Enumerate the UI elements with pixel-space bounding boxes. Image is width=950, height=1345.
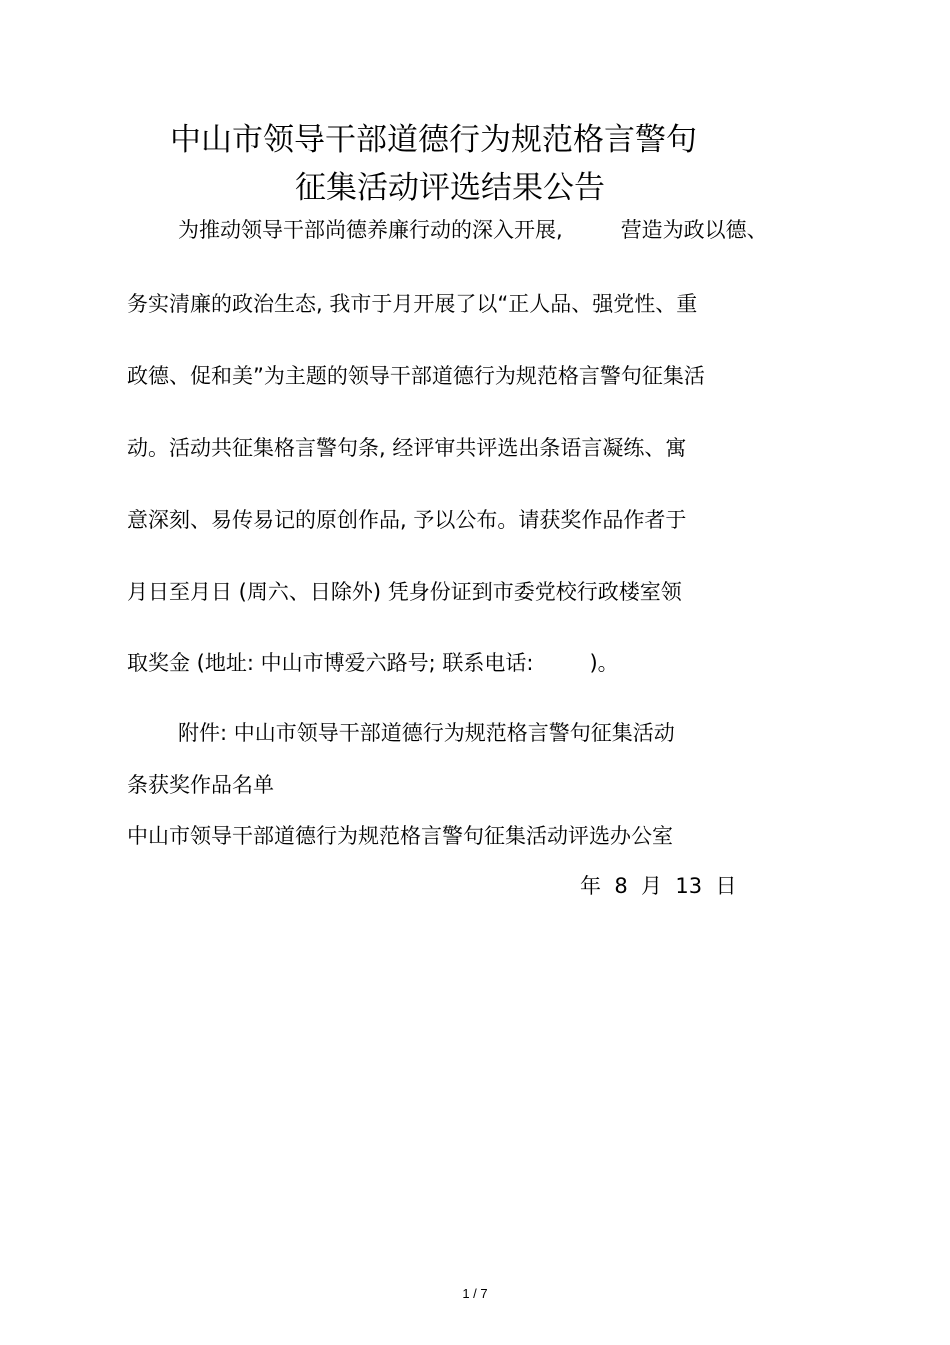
body-line-3: 政德、促和美”为主题的领导干部道德行为规范格言警句征集活 <box>127 364 705 388</box>
signature-organization: 中山市领导干部道德行为规范格言警句征集活动评选办公室 <box>127 824 673 848</box>
page-indicator: 1 / 7 <box>462 1286 488 1301</box>
title-line-2: 征集活动评选结果公告 <box>295 170 605 206</box>
body-line-6: 月日至月日 (周六、日除外) 凭身份证到市委党校行政楼室领 <box>127 580 682 604</box>
attachment-line-1: 附件: 中山市领导干部道德行为规范格言警句征集活动 <box>178 721 675 745</box>
attachment-line-2: 条获奖作品名单 <box>127 773 274 797</box>
body-line-7-part-a: 取奖金 (地址: 中山市博爱六路号; 联系电话: <box>127 651 534 675</box>
body-line-2: 务实清廉的政治生态, 我市于月开展了以“正人品、强党性、重 <box>127 292 698 316</box>
body-line-5: 意深刻、易传易记的原创作品, 予以公布。请获奖作品作者于 <box>127 508 687 532</box>
body-line-4: 动。活动共征集格言警句条, 经评审共评选出条语言凝练、寓 <box>127 436 687 460</box>
body-line-1-part-a: 为推动领导干部尚德养廉行动的深入开展, <box>178 218 563 242</box>
title-line-1: 中山市领导干部道德行为规范格言警句 <box>170 122 697 158</box>
body-line-1 <box>178 216 768 244</box>
body-line-7-part-b: )。 <box>589 651 619 675</box>
body-line-7 <box>127 649 619 677</box>
signature-date: 年 8 月 13 日 <box>580 874 737 898</box>
body-line-1-part-b: 营造为政以德、 <box>620 218 768 242</box>
